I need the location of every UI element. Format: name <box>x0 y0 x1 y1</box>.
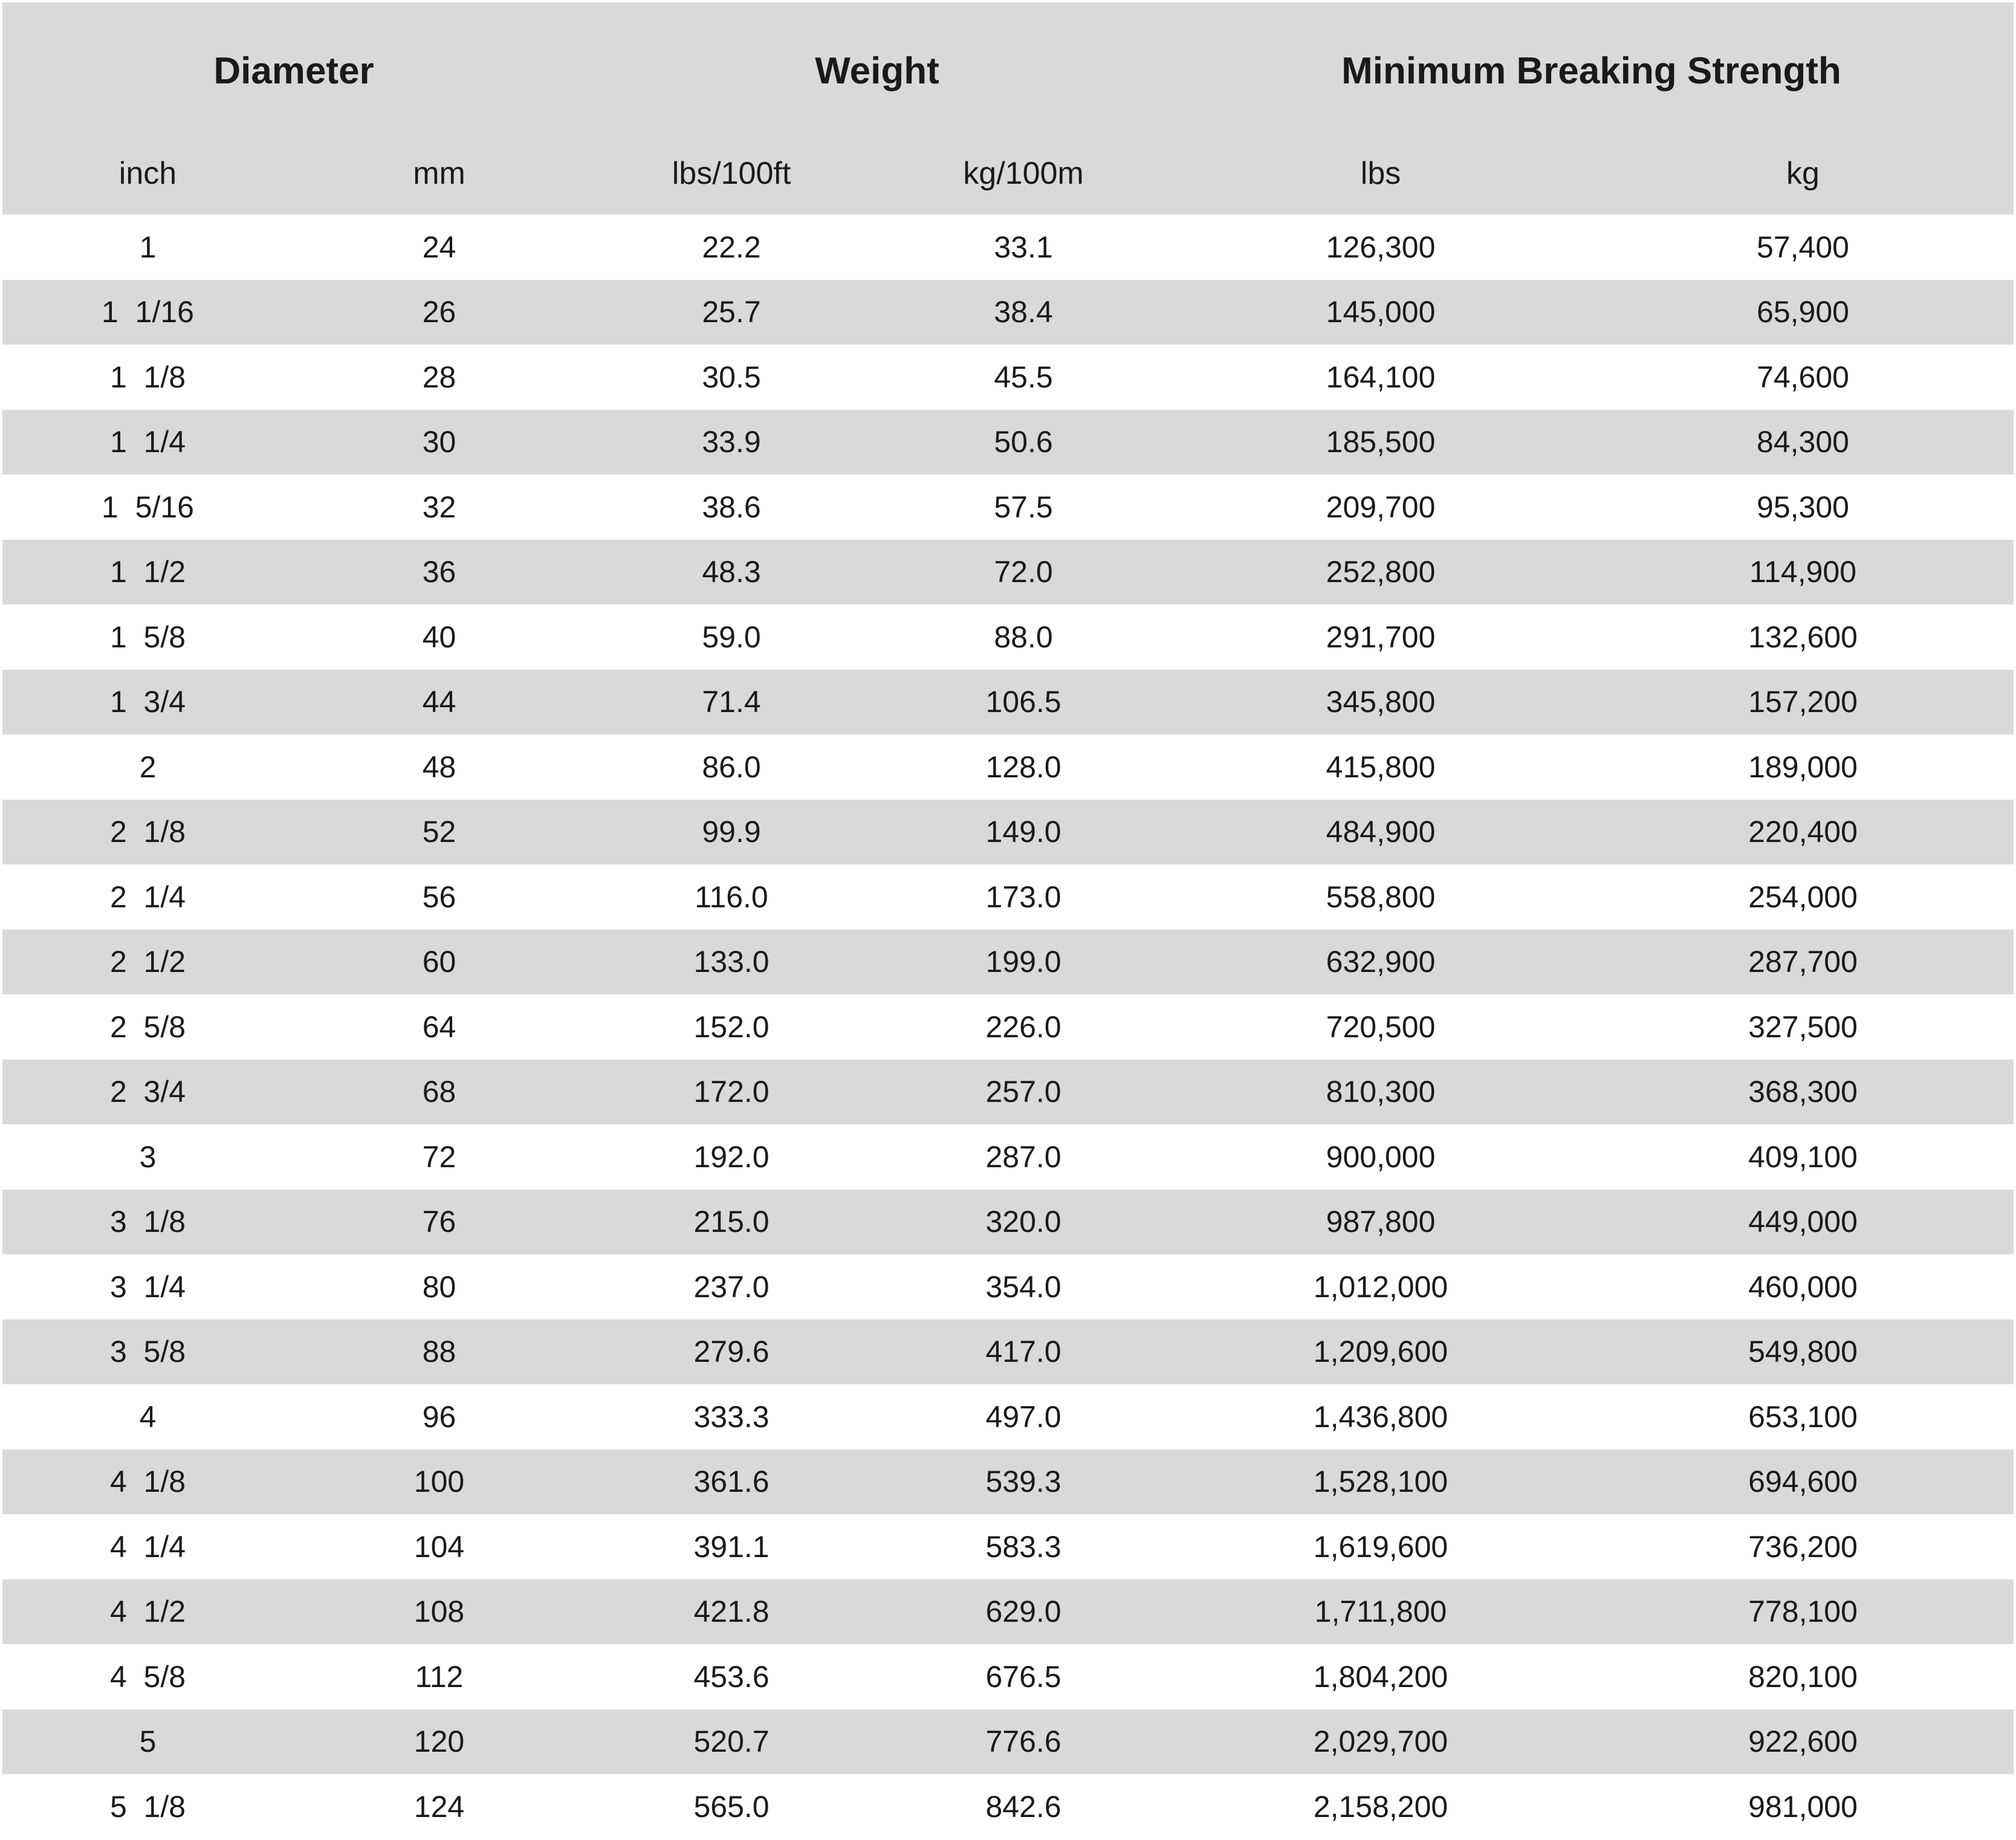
kg-cell: 449,000 <box>1592 1190 2014 1255</box>
kg-cell: 132,600 <box>1592 604 2014 670</box>
mm-cell: 80 <box>293 1254 585 1320</box>
mm-cell: 28 <box>293 345 585 410</box>
table-row <box>2 734 2014 800</box>
kg-cell: 254,000 <box>1592 864 2014 930</box>
lbs-cell: 558,800 <box>1169 864 1592 930</box>
mm-cell: 52 <box>293 800 585 865</box>
kg-cell: 220,400 <box>1592 800 2014 865</box>
lbs-cell: 720,500 <box>1169 994 1592 1060</box>
kg-per-100m-cell: 50.6 <box>878 410 1169 475</box>
lbs-cell: 252,800 <box>1169 540 1592 605</box>
table-row <box>2 604 2014 670</box>
kg-cell: 653,100 <box>1592 1384 2014 1450</box>
inch-cell: 1 1/16 <box>2 280 293 345</box>
mm-cell: 120 <box>293 1709 585 1775</box>
lbs-cell: 1,209,600 <box>1169 1320 1592 1385</box>
table-row <box>2 1190 2014 1255</box>
kg-per-100m-cell: 497.0 <box>878 1384 1169 1450</box>
kg-per-100m-cell: 199.0 <box>878 930 1169 995</box>
table-row <box>2 1774 2014 1839</box>
table-row <box>2 670 2014 735</box>
kg-cell: 327,500 <box>1592 994 2014 1060</box>
mm-cell: 72 <box>293 1124 585 1190</box>
lbs-per-100ft-cell: 99.9 <box>585 800 878 865</box>
table-body <box>2 215 2014 1839</box>
mm-cell: 76 <box>293 1190 585 1255</box>
lbs-cell: 1,012,000 <box>1169 1254 1592 1320</box>
table-row <box>2 1320 2014 1385</box>
kg-column-header: kg <box>1592 139 2014 215</box>
kg-cell: 95,300 <box>1592 475 2014 540</box>
lbs-per-100ft-cell: 22.2 <box>585 215 878 280</box>
lbs-per-100ft-cell: 421.8 <box>585 1579 878 1645</box>
mm-cell: 124 <box>293 1774 585 1839</box>
lbs-per-100ft-cell: 453.6 <box>585 1644 878 1709</box>
mm-cell: 26 <box>293 280 585 345</box>
kg-per-100m-cell: 354.0 <box>878 1254 1169 1320</box>
mm-cell: 108 <box>293 1579 585 1645</box>
lbs-per-100ft-cell: 86.0 <box>585 734 878 800</box>
inch-cell: 5 <box>2 1709 293 1775</box>
table-row <box>2 1124 2014 1190</box>
kg-cell: 981,000 <box>1592 1774 2014 1839</box>
kg-per-100m-cell: 72.0 <box>878 540 1169 605</box>
kg-per-100m-cell: 128.0 <box>878 734 1169 800</box>
kg-cell: 287,700 <box>1592 930 2014 995</box>
kg-per-100m-cell: 173.0 <box>878 864 1169 930</box>
lbs-cell: 484,900 <box>1169 800 1592 865</box>
table-row <box>2 994 2014 1060</box>
lbs-cell: 1,619,600 <box>1169 1514 1592 1579</box>
lbs-per-100ft-column-header: lbs/100ft <box>585 139 878 215</box>
inch-column-header: inch <box>2 139 293 215</box>
lbs-cell: 185,500 <box>1169 410 1592 475</box>
lbs-cell: 987,800 <box>1169 1190 1592 1255</box>
mm-cell: 48 <box>293 734 585 800</box>
lbs-cell: 810,300 <box>1169 1060 1592 1125</box>
table-row <box>2 864 2014 930</box>
inch-cell: 3 1/4 <box>2 1254 293 1320</box>
mm-cell: 40 <box>293 604 585 670</box>
lbs-per-100ft-cell: 133.0 <box>585 930 878 995</box>
lbs-per-100ft-cell: 59.0 <box>585 604 878 670</box>
table-row <box>2 1450 2014 1515</box>
inch-cell: 1 5/16 <box>2 475 293 540</box>
inch-cell: 4 1/4 <box>2 1514 293 1579</box>
kg-cell: 409,100 <box>1592 1124 2014 1190</box>
mm-cell: 32 <box>293 475 585 540</box>
weight-group-header: Weight <box>585 2 1169 139</box>
kg-cell: 157,200 <box>1592 670 2014 735</box>
kg-per-100m-cell: 776.6 <box>878 1709 1169 1775</box>
mm-cell: 68 <box>293 1060 585 1125</box>
kg-per-100m-cell: 38.4 <box>878 280 1169 345</box>
inch-cell: 3 5/8 <box>2 1320 293 1385</box>
mm-cell: 36 <box>293 540 585 605</box>
kg-per-100m-cell: 287.0 <box>878 1124 1169 1190</box>
kg-cell: 820,100 <box>1592 1644 2014 1709</box>
kg-per-100m-cell: 226.0 <box>878 994 1169 1060</box>
kg-cell: 736,200 <box>1592 1514 2014 1579</box>
kg-cell: 549,800 <box>1592 1320 2014 1385</box>
lbs-per-100ft-cell: 237.0 <box>585 1254 878 1320</box>
mm-cell: 104 <box>293 1514 585 1579</box>
lbs-per-100ft-cell: 71.4 <box>585 670 878 735</box>
kg-cell: 368,300 <box>1592 1060 2014 1125</box>
table-row <box>2 1514 2014 1579</box>
lbs-per-100ft-cell: 192.0 <box>585 1124 878 1190</box>
lbs-cell: 1,711,800 <box>1169 1579 1592 1645</box>
kg-cell: 65,900 <box>1592 280 2014 345</box>
lbs-cell: 1,528,100 <box>1169 1450 1592 1515</box>
kg-cell: 922,600 <box>1592 1709 2014 1775</box>
kg-cell: 460,000 <box>1592 1254 2014 1320</box>
mm-cell: 60 <box>293 930 585 995</box>
mm-cell: 112 <box>293 1644 585 1709</box>
kg-per-100m-cell: 57.5 <box>878 475 1169 540</box>
breaking-strength-group-header: Minimum Breaking Strength <box>1169 2 2014 139</box>
inch-cell: 1 5/8 <box>2 604 293 670</box>
lbs-per-100ft-cell: 30.5 <box>585 345 878 410</box>
table-header <box>2 2 2014 215</box>
kg-cell: 778,100 <box>1592 1579 2014 1645</box>
kg-per-100m-cell: 106.5 <box>878 670 1169 735</box>
inch-cell: 4 <box>2 1384 293 1450</box>
inch-cell: 1 <box>2 215 293 280</box>
lbs-cell: 1,436,800 <box>1169 1384 1592 1450</box>
kg-cell: 84,300 <box>1592 410 2014 475</box>
inch-cell: 1 3/4 <box>2 670 293 735</box>
lbs-cell: 900,000 <box>1169 1124 1592 1190</box>
mm-cell: 100 <box>293 1450 585 1515</box>
kg-per-100m-cell: 149.0 <box>878 800 1169 865</box>
kg-per-100m-column-header: kg/100m <box>878 139 1169 215</box>
table-row <box>2 345 2014 410</box>
kg-per-100m-cell: 45.5 <box>878 345 1169 410</box>
kg-cell: 694,600 <box>1592 1450 2014 1515</box>
lbs-per-100ft-cell: 565.0 <box>585 1774 878 1839</box>
table-row <box>2 930 2014 995</box>
lbs-cell: 126,300 <box>1169 215 1592 280</box>
table-row <box>2 410 2014 475</box>
mm-column-header: mm <box>293 139 585 215</box>
table-row <box>2 1579 2014 1645</box>
kg-per-100m-cell: 842.6 <box>878 1774 1169 1839</box>
lbs-cell: 2,158,200 <box>1169 1774 1592 1839</box>
table-row <box>2 280 2014 345</box>
lbs-per-100ft-cell: 25.7 <box>585 280 878 345</box>
lbs-per-100ft-cell: 391.1 <box>585 1514 878 1579</box>
mm-cell: 24 <box>293 215 585 280</box>
kg-per-100m-cell: 539.3 <box>878 1450 1169 1515</box>
inch-cell: 2 5/8 <box>2 994 293 1060</box>
table-row <box>2 1254 2014 1320</box>
inch-cell: 2 1/4 <box>2 864 293 930</box>
kg-per-100m-cell: 417.0 <box>878 1320 1169 1385</box>
lbs-per-100ft-cell: 33.9 <box>585 410 878 475</box>
lbs-per-100ft-cell: 172.0 <box>585 1060 878 1125</box>
lbs-per-100ft-cell: 152.0 <box>585 994 878 1060</box>
lbs-cell: 209,700 <box>1169 475 1592 540</box>
lbs-per-100ft-cell: 48.3 <box>585 540 878 605</box>
rope-specification-table <box>2 2 2014 1839</box>
lbs-cell: 632,900 <box>1169 930 1592 995</box>
lbs-cell: 2,029,700 <box>1169 1709 1592 1775</box>
inch-cell: 1 1/2 <box>2 540 293 605</box>
lbs-cell: 164,100 <box>1169 345 1592 410</box>
kg-cell: 74,600 <box>1592 345 2014 410</box>
mm-cell: 56 <box>293 864 585 930</box>
mm-cell: 88 <box>293 1320 585 1385</box>
inch-cell: 4 1/2 <box>2 1579 293 1645</box>
inch-cell: 2 <box>2 734 293 800</box>
header-group-row <box>2 2 2014 139</box>
lbs-cell: 291,700 <box>1169 604 1592 670</box>
lbs-per-100ft-cell: 361.6 <box>585 1450 878 1515</box>
kg-cell: 57,400 <box>1592 215 2014 280</box>
table-row <box>2 540 2014 605</box>
table-row <box>2 1644 2014 1709</box>
inch-cell: 3 <box>2 1124 293 1190</box>
lbs-per-100ft-cell: 333.3 <box>585 1384 878 1450</box>
inch-cell: 5 1/8 <box>2 1774 293 1839</box>
table-row <box>2 475 2014 540</box>
kg-cell: 114,900 <box>1592 540 2014 605</box>
lbs-cell: 145,000 <box>1169 280 1592 345</box>
kg-per-100m-cell: 320.0 <box>878 1190 1169 1255</box>
table-row <box>2 1384 2014 1450</box>
inch-cell: 2 3/4 <box>2 1060 293 1125</box>
diameter-group-header: Diameter <box>2 2 585 139</box>
table-row <box>2 800 2014 865</box>
table-row <box>2 215 2014 280</box>
inch-cell: 2 1/2 <box>2 930 293 995</box>
inch-cell: 2 1/8 <box>2 800 293 865</box>
mm-cell: 44 <box>293 670 585 735</box>
table-row <box>2 1060 2014 1125</box>
kg-cell: 189,000 <box>1592 734 2014 800</box>
lbs-per-100ft-cell: 116.0 <box>585 864 878 930</box>
kg-per-100m-cell: 33.1 <box>878 215 1169 280</box>
kg-per-100m-cell: 676.5 <box>878 1644 1169 1709</box>
lbs-per-100ft-cell: 38.6 <box>585 475 878 540</box>
kg-per-100m-cell: 88.0 <box>878 604 1169 670</box>
kg-per-100m-cell: 257.0 <box>878 1060 1169 1125</box>
table-row <box>2 1709 2014 1775</box>
mm-cell: 30 <box>293 410 585 475</box>
lbs-per-100ft-cell: 520.7 <box>585 1709 878 1775</box>
inch-cell: 3 1/8 <box>2 1190 293 1255</box>
inch-cell: 4 1/8 <box>2 1450 293 1515</box>
lbs-per-100ft-cell: 215.0 <box>585 1190 878 1255</box>
kg-per-100m-cell: 583.3 <box>878 1514 1169 1579</box>
mm-cell: 96 <box>293 1384 585 1450</box>
inch-cell: 1 1/8 <box>2 345 293 410</box>
lbs-cell: 345,800 <box>1169 670 1592 735</box>
inch-cell: 4 5/8 <box>2 1644 293 1709</box>
kg-per-100m-cell: 629.0 <box>878 1579 1169 1645</box>
lbs-cell: 1,804,200 <box>1169 1644 1592 1709</box>
mm-cell: 64 <box>293 994 585 1060</box>
lbs-column-header: lbs <box>1169 139 1592 215</box>
header-unit-row <box>2 139 2014 215</box>
lbs-per-100ft-cell: 279.6 <box>585 1320 878 1385</box>
inch-cell: 1 1/4 <box>2 410 293 475</box>
lbs-cell: 415,800 <box>1169 734 1592 800</box>
